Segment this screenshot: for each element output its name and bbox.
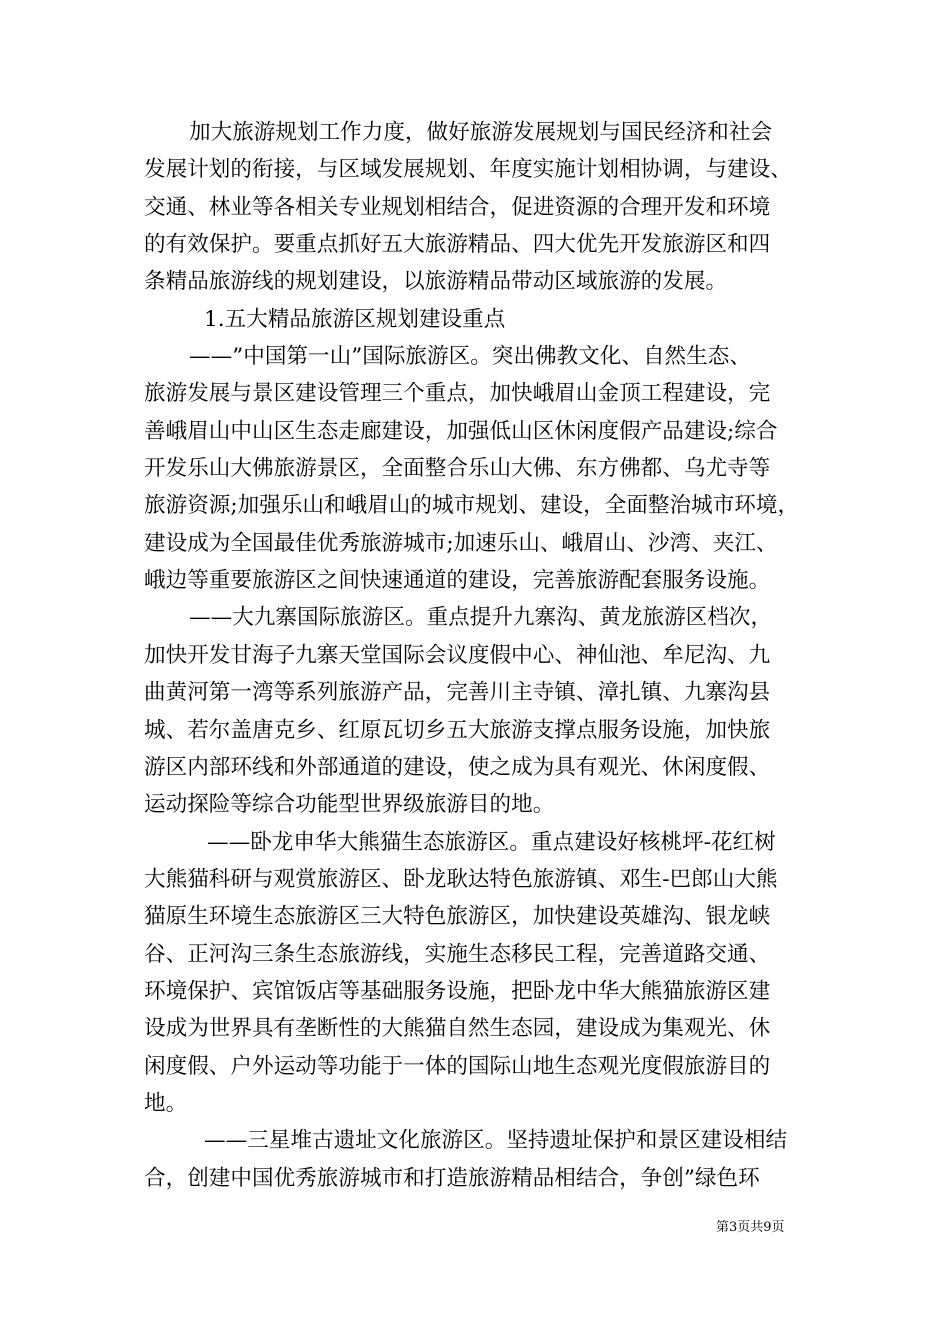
- page-indicator: 第3页共9页: [716, 1220, 785, 1235]
- text-line: 游区内部环线和外部通道的建设，使之成为具有观光、休闲度假、: [144, 754, 771, 780]
- text-line: 设成为世界具有垄断性的大熊猫自然生态园，建设成为集观光、休: [144, 1016, 771, 1042]
- text-line: 地。: [144, 1090, 188, 1116]
- text-line: 运动探险等综合功能型世界级旅游目的地。: [144, 792, 555, 818]
- text-line: 猫原生环境生态旅游区三大特色旅游区，加快建设英雄沟、银龙峡: [144, 904, 771, 930]
- text-line: 环境保护、宾馆饭店等基础服务设施，把卧龙中华大熊猫旅游区建: [144, 978, 771, 1004]
- text-line: ——卧龙申华大熊猫生态旅游区。重点建设好核桃坪-花红树: [207, 829, 776, 855]
- text-line: 曲黄河第一湾等系列旅游产品，完善川主寺镇、漳扎镇、九寨沟县: [144, 680, 771, 706]
- text-line: 合，创建中国优秀旅游城市和打造旅游精品相结合，争创”绿色环: [144, 1165, 760, 1191]
- text-line: 城、若尔盖唐克乡、红原瓦切乡五大旅游支撑点服务设施，加快旅: [144, 717, 771, 743]
- text-line: ——大九寨国际旅游区。重点提升九寨沟、黄龙旅游区档次，: [189, 605, 773, 631]
- text-line: 大熊猫科研与观赏旅游区、卧龙耿达特色旅游镇、邓生-巴郎山大熊: [144, 866, 778, 892]
- section-heading: 1.五大精品旅游区规划建设重点: [204, 306, 506, 332]
- text-line: 的有效保护。要重点抓好五大旅游精品、四大优先开发旅游区和四: [144, 232, 771, 258]
- text-line: 闲度假、户外运动等功能于一体的国际山地生态观光度假旅游目的: [144, 1053, 771, 1079]
- text-line: 旅游资源;加强乐山和峨眉山的城市规划、建设，全面整治城市环境，: [144, 493, 800, 519]
- text-line: 交通、林业等各相关专业规划相结合，促进资源的合理开发和环境: [144, 194, 771, 220]
- text-line: ——三星堆古遗址文化旅游区。坚持遗址保护和景区建设相结: [204, 1128, 788, 1154]
- document-body: [144, 114, 834, 1197]
- text-line: 条精品旅游线的规划建设，以旅游精品带动区域旅游的发展。: [144, 269, 728, 295]
- text-line: 峨边等重要旅游区之间快速通道的建设，完善旅游配套服务设施。: [144, 568, 771, 594]
- text-line: 建设成为全国最佳优秀旅游城市;加速乐山、峨眉山、沙湾、夹江、: [144, 530, 778, 556]
- text-line: 谷、正河沟三条生态旅游线，实施生态移民工程，完善道路交通、: [144, 941, 771, 967]
- text-line: 发展计划的衔接，与区域发展规划、年度实施计划相协调，与建设、: [144, 157, 792, 183]
- text-line: 开发乐山大佛旅游景区，全面整合乐山大佛、东方佛都、乌尤寺等: [144, 456, 771, 482]
- text-line: 加快开发甘海子九寨天堂国际会议度假中心、神仙池、牟尼沟、九: [144, 642, 771, 668]
- text-line: 加大旅游规划工作力度，做好旅游发展规划与国民经济和社会: [189, 120, 773, 145]
- text-line: ——”中国第一山”国际旅游区。突出佛教文化、自然生态、: [189, 344, 751, 370]
- text-line: 旅游发展与景区建设管理三个重点，加快峨眉山金顶工程建设，完: [144, 381, 771, 407]
- text-line: 善峨眉山中山区生态走廊建设，加强低山区休闲度假产品建设;综合: [144, 418, 778, 444]
